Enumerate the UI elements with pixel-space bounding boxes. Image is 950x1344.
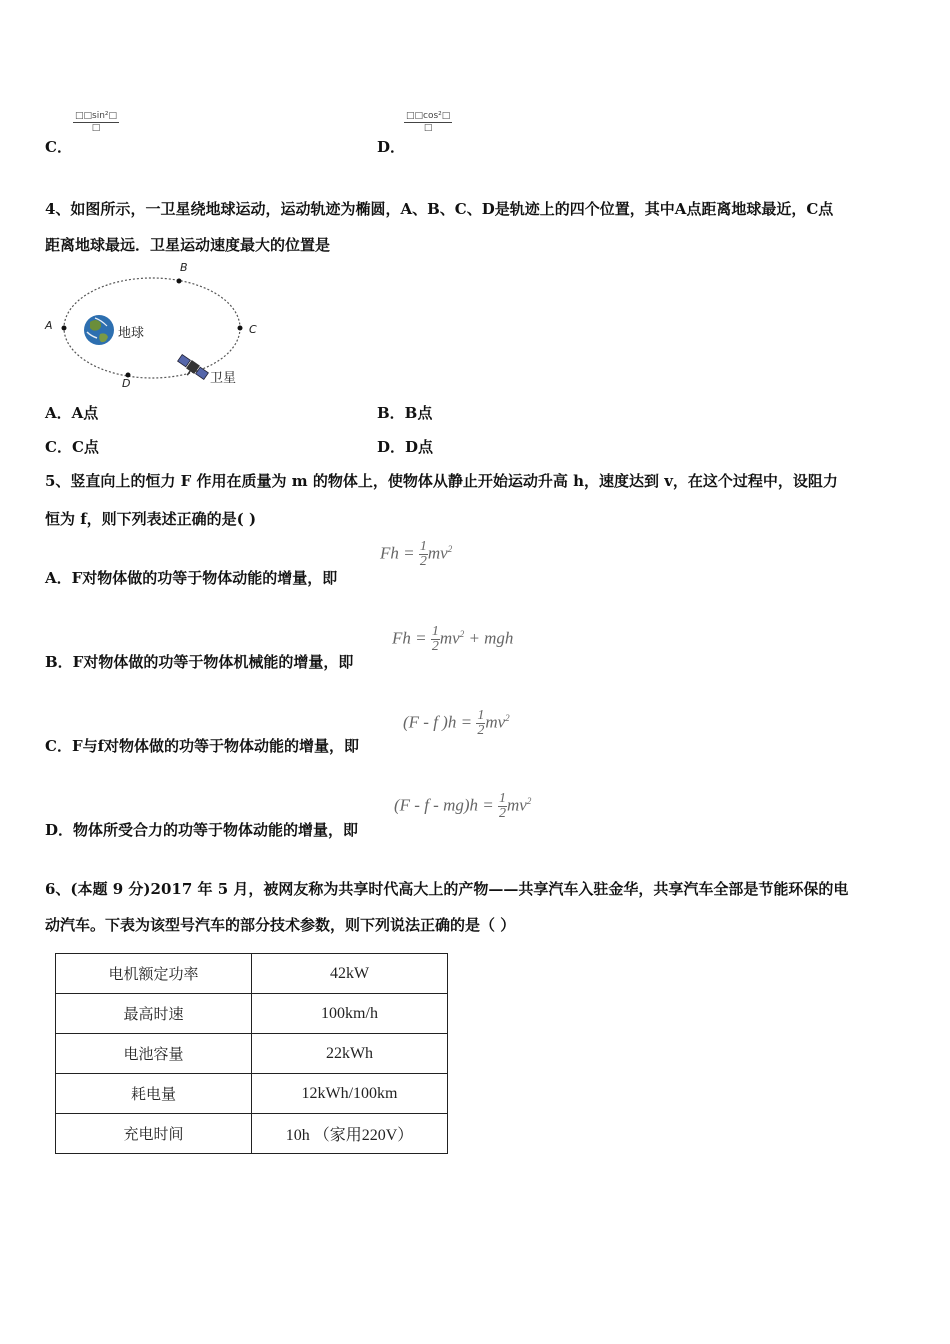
mv-term: mv <box>507 795 527 815</box>
point-a-dot <box>62 326 67 331</box>
table-cell-param: 最高时速 <box>56 994 252 1034</box>
fraction-half <box>419 540 428 569</box>
q5-option-b: B．F对物体做的功等于物体机械能的增量，即 <box>45 653 354 671</box>
square-exponent: 2 <box>505 712 510 723</box>
table-cell-value: 42kW <box>252 954 448 994</box>
fraction-numerator: 1 <box>419 539 427 554</box>
q5-option-c-formula <box>403 709 510 738</box>
q3-option-c-formula <box>73 110 119 134</box>
q5-option-a-formula <box>380 540 452 569</box>
mv-term: mv <box>485 712 506 732</box>
table-cell-param: 电机额定功率 <box>56 954 252 994</box>
table-cell-param: 电池容量 <box>56 1034 252 1074</box>
point-b-dot <box>177 279 182 284</box>
q6-stem-line1: 6、(本题 9 分)2017 年 5 月，被网友称为共享时代高大上的产物——共享汽车入驻金华，共享汽车全部是节能环保的电 <box>45 880 849 898</box>
table-cell-value: 12kWh/100km <box>252 1074 448 1114</box>
table-row <box>56 1114 448 1154</box>
formula-b-lhs: Fh = <box>392 628 427 648</box>
q3-option-c-label: C． <box>45 138 72 156</box>
fraction-denominator: 2 <box>477 723 485 738</box>
table-row <box>56 1074 448 1114</box>
q4-option-d: D．D点 <box>377 438 434 456</box>
q3-c-formula-top: □□sin²□ <box>75 111 118 121</box>
mv-term: mv <box>427 543 448 563</box>
q5-option-d-formula <box>394 792 531 821</box>
q4-option-a: A．A点 <box>45 404 99 422</box>
fraction-denominator: 2 <box>499 806 507 821</box>
table-row <box>56 994 448 1034</box>
q5-option-b-formula <box>392 625 513 654</box>
earth-icon <box>84 315 114 345</box>
fraction-numerator: 1 <box>477 708 485 723</box>
fraction-denominator: 2 <box>431 639 439 654</box>
q4-option-b: B．B点 <box>377 404 433 422</box>
fraction-numerator: 1 <box>499 791 507 806</box>
fraction-numerator: 1 <box>431 624 439 639</box>
mv-term: mv <box>439 628 460 648</box>
table-row <box>56 954 448 994</box>
table-cell-value: 100km/h <box>252 994 448 1034</box>
fraction-half <box>476 709 485 738</box>
table-row <box>56 1034 448 1074</box>
table-cell-param: 充电时间 <box>56 1114 252 1154</box>
q3-d-formula-top: □□cos²□ <box>406 111 451 121</box>
satellite-label: 卫星 <box>210 371 237 386</box>
q4-stem-line1: 4、如图所示，一卫星绕地球运动，运动轨迹为椭圆，A、B、C、D是轨迹上的四个位置，其中A点距离地球最近，C点 <box>45 200 834 218</box>
q5-stem-line2: 恒为 f，则下列表述正确的是( ) <box>45 510 257 528</box>
q5-stem-line1: 5、竖直向上的恒力 F 作用在质量为 m 的物体上，使物体从静止开始运动升高 h，速度达到 v，在这个过程中，设阻力 <box>45 472 838 490</box>
orbit-figure <box>40 258 280 393</box>
q5-option-d: D．物体所受合力的功等于物体动能的增量，即 <box>45 821 359 839</box>
square-exponent: 2 <box>447 543 453 554</box>
fraction-half <box>431 625 440 654</box>
q6-stem-line2: 动汽车。下表为该型号汽车的部分技术参数，则下列说法正确的是（ ） <box>45 916 516 934</box>
earth-label: 地球 <box>118 326 145 341</box>
q3-option-d-formula <box>404 110 452 134</box>
label-b: B <box>180 261 188 274</box>
q3-d-formula-bottom: □ <box>423 123 433 133</box>
table-cell-value: 22kWh <box>252 1034 448 1074</box>
square-exponent: 2 <box>526 795 532 806</box>
formula-d-lhs: (F - f - mg)h = <box>394 795 494 815</box>
label-a: A <box>45 319 53 332</box>
formula-b-tail: + mgh <box>468 628 514 648</box>
point-c-dot <box>238 326 243 331</box>
table-cell-value: 10h （家用220V） <box>252 1114 448 1154</box>
formula-c-lhs: (F - f )h = <box>403 712 473 732</box>
q4-stem-line2: 距离地球最远．卫星运动速度最大的位置是 <box>45 236 331 254</box>
label-c: C <box>249 323 257 336</box>
q4-option-c: C．C点 <box>45 438 99 456</box>
fraction-half <box>498 792 507 821</box>
table-cell-param: 耗电量 <box>56 1074 252 1114</box>
q3-c-formula-bottom: □ <box>91 123 101 133</box>
label-d: D <box>122 377 131 390</box>
formula-a-lhs: Fh = <box>380 543 415 563</box>
square-exponent: 2 <box>459 628 465 639</box>
q3-option-d-label: D． <box>377 138 406 156</box>
q5-option-a: A．F对物体做的功等于物体动能的增量，即 <box>45 569 338 587</box>
q5-option-c: C．F与f对物体做的功等于物体动能的增量，即 <box>45 737 360 755</box>
spec-table <box>55 953 448 1154</box>
fraction-denominator: 2 <box>419 554 427 569</box>
